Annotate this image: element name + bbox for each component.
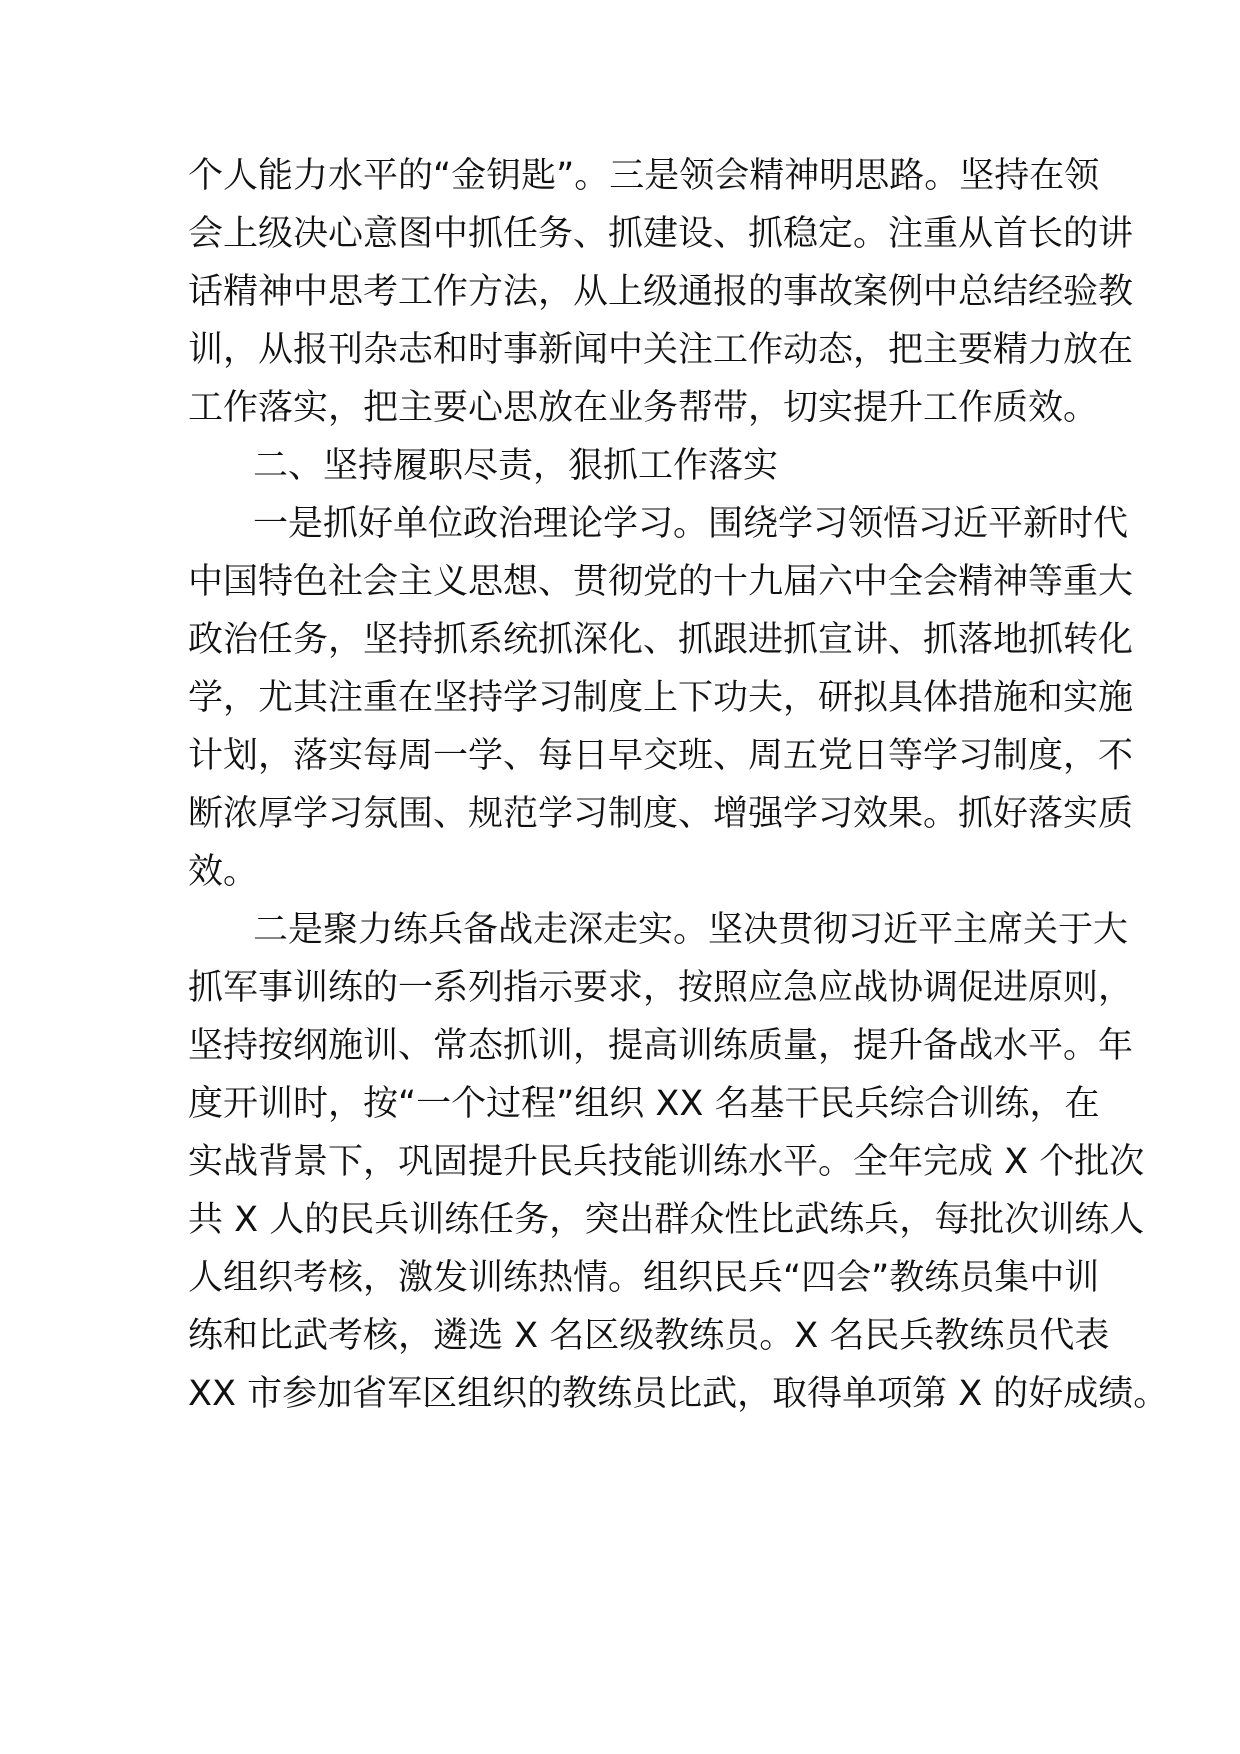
text-line: 度开训时，按“一个过程”组织 XX 名基干民兵综合训练，在: [188, 1084, 1100, 1124]
text-line: 共 X 人的民兵训练任务，突出群众性比武练兵，每批次训练人: [188, 1200, 1145, 1240]
text-line: 话精神中思考工作方法，从上级通报的事故案例中总结经验教: [188, 272, 1134, 312]
text-line: 训，从报刊杂志和时事新闻中关注工作动态，把主要精力放在: [188, 330, 1134, 370]
text-line: 人组织考核，激发训练热情。组织民兵“四会”教练员集中训: [188, 1258, 1100, 1298]
text-line: XX 市参加省军区组织的教练员比武，取得单项第 X 的好成绩。: [188, 1374, 1169, 1414]
paragraph-start-line: 二是聚力练兵备战走深走实。坚决贯彻习近平主席关于大: [253, 910, 1129, 950]
text-line: 政治任务，坚持抓系统抓深化、抓跟进抓宣讲、抓落地抓转化: [188, 620, 1134, 660]
text-line: 坚持按纲施训、常态抓训，提高训练质量，提升备战水平。年: [188, 1026, 1134, 1066]
text-line: 断浓厚学习氛围、规范学习制度、增强学习效果。抓好落实质: [188, 794, 1134, 834]
text-line: 练和比武考核，遴选 X 名区级教练员。X 名民兵教练员代表: [188, 1316, 1110, 1356]
text-line: 实战背景下，巩固提升民兵技能训练水平。全年完成 X 个批次: [188, 1142, 1145, 1182]
text-line: 个人能力水平的“金钥匙”。三是领会精神明思路。坚持在领: [188, 156, 1100, 196]
text-line: 中国特色社会主义思想、贯彻党的十九届六中全会精神等重大: [188, 562, 1134, 602]
text-line: 抓军事训练的一系列指示要求，按照应急应战协调促进原则，: [188, 968, 1134, 1008]
section-heading: 二、坚持履职尽责，狠抓工作落实: [253, 446, 779, 486]
text-line: 计划，落实每周一学、每日早交班、周五党日等学习制度，不: [188, 736, 1134, 776]
text-line: 会上级决心意图中抓任务、抓建设、抓稳定。注重从首长的讲: [188, 214, 1134, 254]
text-line: 效。: [188, 852, 259, 892]
text-line: 工作落实，把主要心思放在业务帮带，切实提升工作质效。: [188, 388, 1099, 428]
text-line: 学，尤其注重在坚持学习制度上下功夫，研拟具体措施和实施: [188, 678, 1134, 718]
paragraph-start-line: 一是抓好单位政治理论学习。围绕学习领悟习近平新时代: [253, 504, 1129, 544]
